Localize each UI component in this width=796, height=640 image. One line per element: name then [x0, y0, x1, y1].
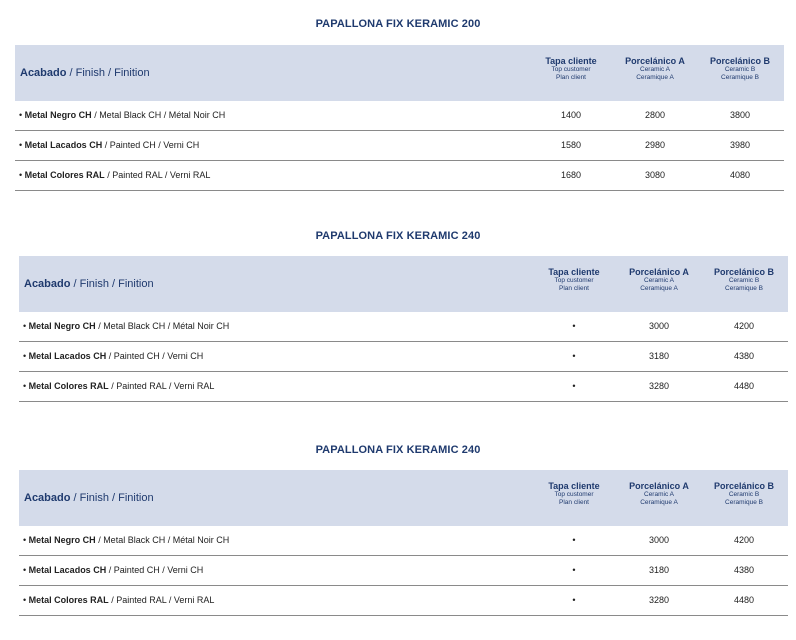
ceramic-a-value: 3280	[648, 595, 670, 605]
table-row	[19, 372, 788, 402]
ceramic-a-column-header: Porcelánico A Ceramic A Ceramique A	[629, 481, 689, 506]
price-table	[19, 256, 788, 402]
finish-column-header: Acabado / Finish / Finition	[20, 67, 150, 79]
ceramic-b-value: 4480	[733, 595, 755, 605]
top-customer-value: •	[572, 351, 576, 361]
ceramic-a-column-header: Porcelánico A Ceramic A Ceramique A	[625, 56, 685, 81]
ceramic-a-value: 2800	[644, 110, 666, 120]
table-row	[19, 526, 788, 556]
row-label: • Metal Negro CH / Metal Black CH / Métal Noir CH	[23, 535, 230, 545]
top-customer-value: •	[572, 565, 576, 575]
table-header	[19, 256, 788, 312]
ceramic-b-value: 3800	[729, 110, 751, 120]
price-table	[19, 470, 788, 616]
price-table	[15, 45, 784, 191]
row-label: • Metal Negro CH / Metal Black CH / Métal Noir CH	[23, 321, 230, 331]
top-customer-value: 1680	[560, 170, 582, 180]
ceramic-b-value: 4480	[733, 381, 755, 391]
row-label: • Metal Lacados CH / Painted CH / Verni CH	[19, 140, 200, 150]
ceramic-b-value: 4380	[733, 351, 755, 361]
top-customer-column-header: Tapa cliente Top customer Plan client	[548, 267, 600, 292]
row-label: • Metal Negro CH / Metal Black CH / Métal Noir CH	[19, 110, 226, 120]
top-customer-column-header: Tapa cliente Top customer Plan client	[548, 481, 600, 506]
table-header	[15, 45, 784, 101]
top-customer-column-header: Tapa cliente Top customer Plan client	[545, 56, 597, 81]
table-row	[19, 312, 788, 342]
ceramic-b-column-header: Porcelánico B Ceramic B Ceramique B	[709, 56, 771, 81]
top-customer-value: •	[572, 535, 576, 545]
row-label: • Metal Lacados CH / Painted CH / Verni CH	[23, 351, 204, 361]
ceramic-b-column-header: Porcelánico B Ceramic B Ceramique B	[713, 481, 775, 506]
ceramic-a-value: 3080	[644, 170, 666, 180]
row-label: • Metal Colores RAL / Painted RAL / Verni RAL	[23, 381, 215, 391]
table-row	[15, 131, 784, 161]
top-customer-value: 1400	[560, 110, 582, 120]
ceramic-b-value: 4200	[733, 321, 755, 331]
top-customer-value: •	[572, 321, 576, 331]
top-customer-value: •	[572, 381, 576, 391]
ceramic-a-value: 3180	[648, 565, 670, 575]
table-header	[19, 470, 788, 526]
ceramic-a-value: 2980	[644, 140, 666, 150]
ceramic-b-column-header: Porcelánico B Ceramic B Ceramique B	[713, 267, 775, 292]
top-customer-value: •	[572, 595, 576, 605]
table-row	[19, 556, 788, 586]
section-title: PAPALLONA FIX KERAMIC 240	[315, 444, 481, 456]
ceramic-a-value: 3280	[648, 381, 670, 391]
finish-column-header: Acabado / Finish / Finition	[24, 492, 154, 504]
table-row	[19, 342, 788, 372]
table-row	[15, 101, 784, 131]
ceramic-b-value: 4380	[733, 565, 755, 575]
row-label: • Metal Lacados CH / Painted CH / Verni CH	[23, 565, 204, 575]
row-label: • Metal Colores RAL / Painted RAL / Verni RAL	[23, 595, 215, 605]
ceramic-a-value: 3000	[648, 321, 670, 331]
ceramic-a-column-header: Porcelánico A Ceramic A Ceramique A	[629, 267, 689, 292]
ceramic-a-value: 3000	[648, 535, 670, 545]
ceramic-b-value: 3980	[729, 140, 751, 150]
ceramic-b-value: 4200	[733, 535, 755, 545]
section-title: PAPALLONA FIX KERAMIC 240	[315, 230, 481, 242]
top-customer-value: 1580	[560, 140, 582, 150]
ceramic-a-value: 3180	[648, 351, 670, 361]
finish-column-header: Acabado / Finish / Finition	[24, 278, 154, 290]
table-row	[15, 161, 784, 191]
row-label: • Metal Colores RAL / Painted RAL / Verni RAL	[19, 170, 211, 180]
ceramic-b-value: 4080	[729, 170, 751, 180]
table-row	[19, 586, 788, 616]
section-title: PAPALLONA FIX KERAMIC 200	[315, 18, 481, 30]
